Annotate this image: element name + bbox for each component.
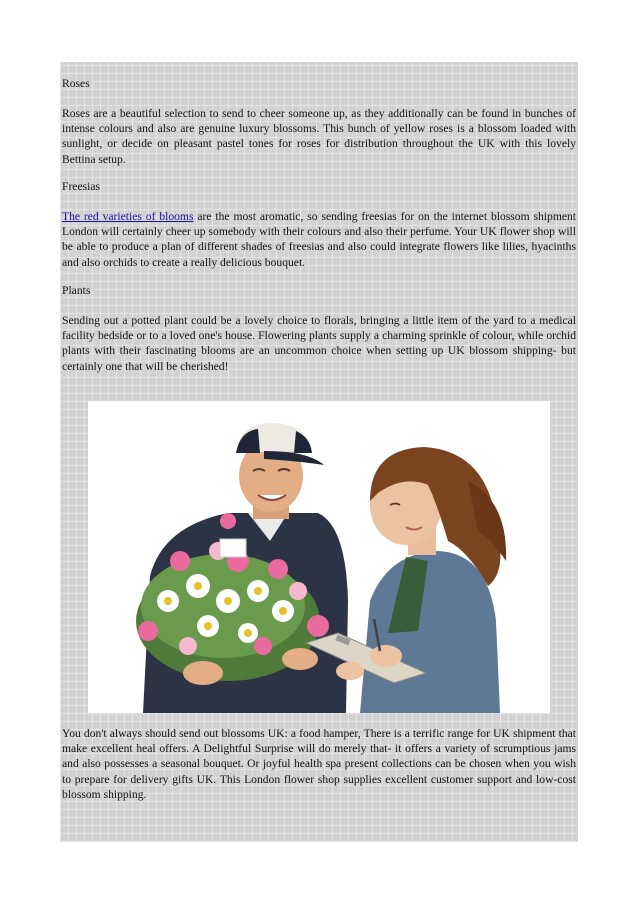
roses-heading: Roses	[62, 77, 90, 90]
freesias-paragraph	[62, 209, 576, 270]
roses-paragraph: Roses are a beautiful selection to send to cheer someone up, as they additionally can be found in bunches of intense colours and also are genuine luxury blossoms. This bunch of yellow roses is a blossom loaded with sunlight, or decide on pleasant pastel tones for roses for distribution throughout the UK with this lovely Bettina setup.	[62, 107, 576, 166]
freesias-body-text: are the most aromatic, so sending freesias for on the internet blossom shipment London will certainly cheer up somebody with their colours and also their perfume. Your UK flower shop will be able to produce a plan of different shades of freesias and also could integrate flowers like lilies, hyacinths and also orchids to create a really delicious bouquet.	[62, 210, 576, 269]
delivery-photo	[88, 401, 550, 713]
red-varieties-link[interactable]: The red varieties of blooms	[62, 210, 194, 223]
plants-paragraph: Sending out a potted plant could be a lovely choice to florals, bringing a little item of the yard to a medical facility bedside or to a loved one's house. Flowering plants supply a charming sprinkle of colour, while orchid plants with their fascinating blooms are an uncommon choice when setting up UK blossom shipping- but certainly one that will be cherished!	[62, 314, 576, 373]
closing-paragraph: You don't always should send out blossoms UK: a food hamper, There is a terrific range for UK shipment that make excellent heal offers. A Delightful Surprise will do merely that- it offers a variety of scrumptious jams and also possesses a seasonal bouquet. Or joyful health spa present collections can be chosen when you wish to prepare for delivery gifts UK. This London flower shop supplies excellent customer support and low-cost blossom shipping.	[62, 727, 576, 801]
freesias-heading: Freesias	[62, 180, 100, 193]
content-panel	[60, 62, 578, 842]
plants-heading: Plants	[62, 284, 91, 297]
